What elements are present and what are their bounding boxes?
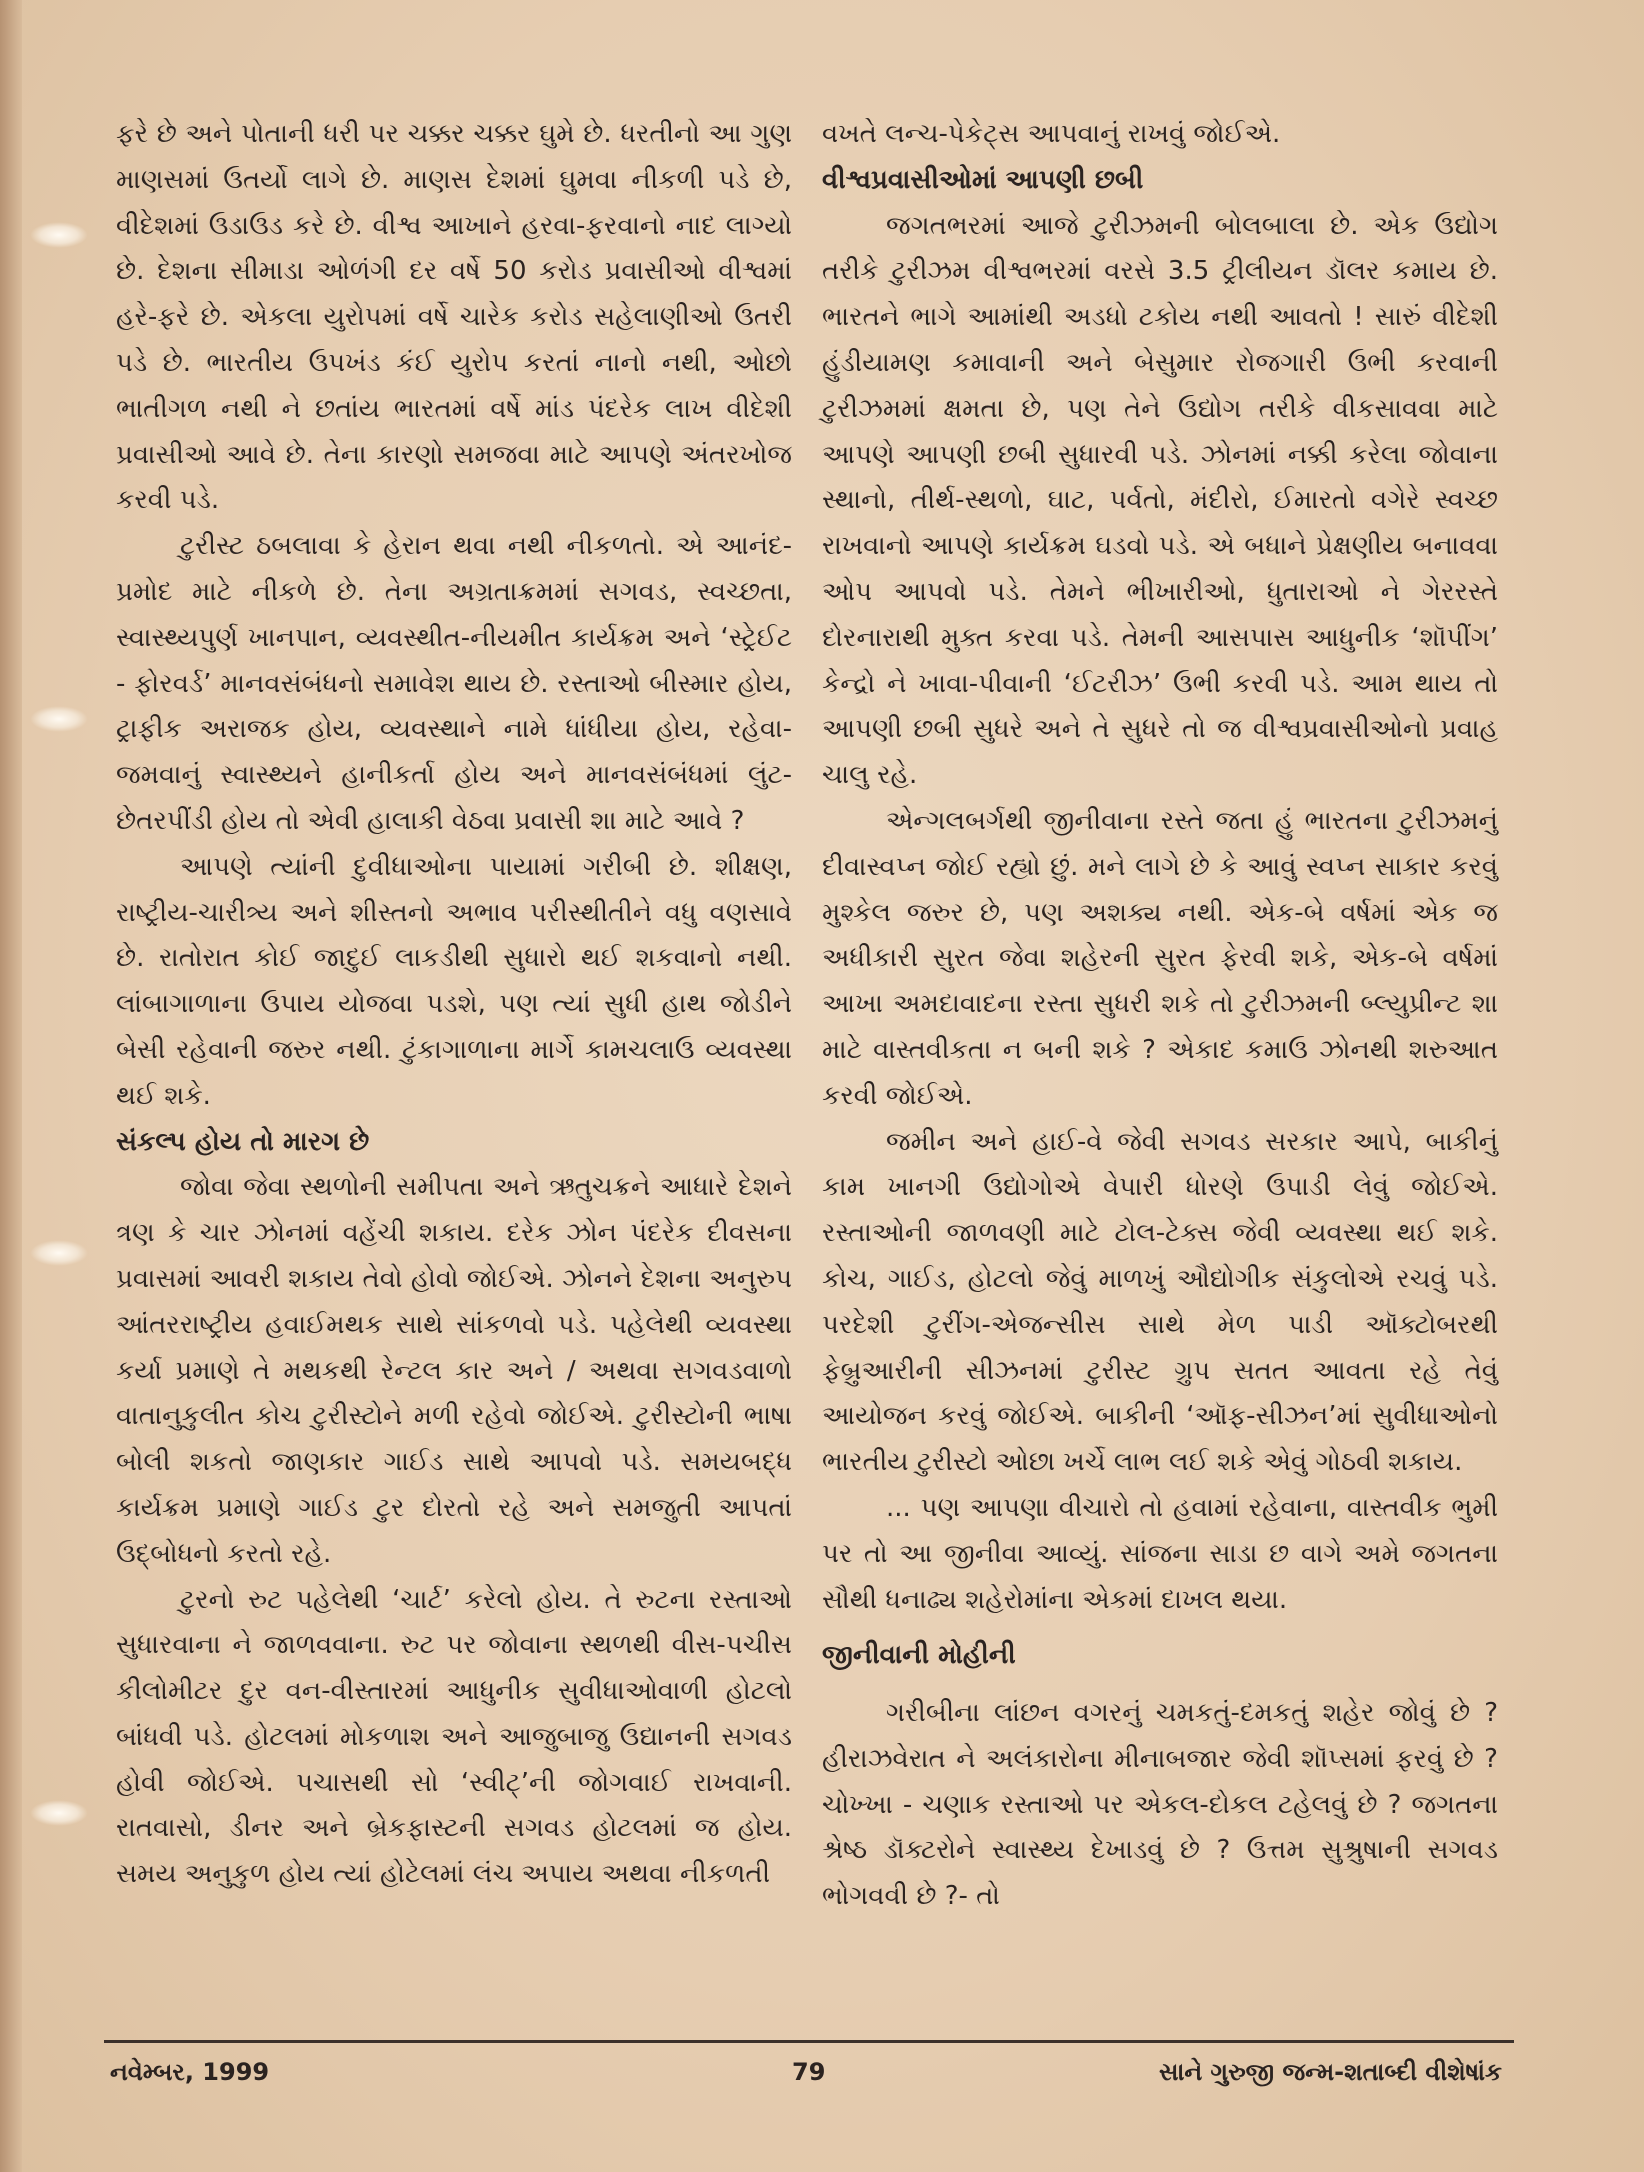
paragraph: ગરીબીના લાંછન વગરનું ચમકતું-દમકતું શહેર જોવું છે ? હીરાઝવેરાત ને અલંકારોના મીનાબજાર જેવી શૉપ્સમાં ફરવું છે ? ચોખ્ખા - ચણાક રસ્તાઓ પર એકલ-દોકલ ટહેલવું છે ? જગતના શ્રેષ્ઠ ડૉક્ટરોને સ્વાસ્થ્ય દેખાડવું છે ? ઉત્તમ સુશ્રુષાની સગવડ ભોગવવી છે ?- તો bbox=[822, 1698, 1498, 1912]
paragraph: જમીન અને હાઈ-વે જેવી સગવડ સરકાર આપે, બાકીનું કામ ખાનગી ઉદ્યોગોએ વેપારી ધોરણે ઉપાડી લેવું જોઈએ. રસ્તાઓની જાળવણી માટે ટોલ-ટેક્સ જેવી વ્યવસ્થા થઈ શકે. કોચ, ગાઈડ, હોટલો જેવું માળખું ઔદ્યોગીક સંકુલોએ રચવું પડે. પરદેશી ટુરીંગ-એજન્સીસ સાથે મેળ પાડી ઑક્ટોબરથી ફેબ્રુઆરીની સીઝનમાં ટુરીસ્ટ ગ્રુપ સતત આવતા રહે તેવું આયોજન કરવું જોઈએ. બાકીની ‘ઑફ-સીઝન’માં સુવીધાઓનો ભારતીય ટુરીસ્ટો ઓછા ખર્ચે લાભ લઈ શકે એવું ગોઠવી શકાય. bbox=[822, 1126, 1498, 1478]
footer-date: નવેમ્બર, 1999 bbox=[110, 2058, 270, 2086]
paragraph: ટુરીસ્ટ ઠબલાવા કે હેરાન થવા નથી નીકળતો. એ આનંદ-પ્રમોદ માટે નીકળે છે. તેના અગ્રતાક્રમમાં સગવડ, સ્વચ્છતા, સ્વાસ્થ્યપુર્ણ ખાનપાન, વ્યવસ્થીત-નીયમીત કાર્યક્રમ અને ‘સ્ટ્રેઈટ - ફોરવર્ડ’ માનવસંબંધનો સમાવેશ થાય છે. રસ્તાઓ બીસ્માર હોય, ટ્રાફીક અરાજક હોય, વ્યવસ્થાને નામે ધાંધીયા હોય, રહેવા-જમવાનું સ્વાસ્થ્યને હાનીકર્તા હોય અને માનવસંબંધમાં લુંટ-છેતરપીંડી હોય તો એવી હાલાકી વેઠવા પ્રવાસી શા માટે આવે ? bbox=[116, 531, 792, 836]
paragraph: જોવા જેવા સ્થળોની સમીપતા અને ઋતુચક્રને આધારે દેશને ત્રણ કે ચાર ઝોનમાં વહેંચી શકાય. દરેક ઝોન પંદરેક દીવસના પ્રવાસમાં આવરી શકાય તેવો હોવો જોઈએ. ઝોનને દેશના અનુરુપ આંતરરાષ્ટ્રીય હવાઈમથક સાથે સાંકળવો પડે. પહેલેથી વ્યવસ્થા કર્યા પ્રમાણે તે મથકથી રેન્ટલ કાર અને / અથવા સગવડવાળો વાતાનુકુલીત કોચ ટુરીસ્ટોને મળી રહેવો જોઈએ. ટુરીસ્ટોની ભાષા બોલી શકતો જાણકાર ગાઈડ સાથે આપવો પડે. સમયબદ્ધ કાર્યક્રમ પ્રમાણે ગાઈડ ટુર દોરતો રહે અને સમજુતી આપતાં ઉદ્બોધનો કરતો રહે. bbox=[116, 1172, 792, 1569]
footer-divider bbox=[104, 2040, 1514, 2043]
paragraph: ફરે છે અને પોતાની ધરી પર ચક્કર ચક્કર ઘુમે છે. ધરતીનો આ ગુણ માણસમાં ઉતર્યો લાગે છે. માણસ દેશમાં ઘુમવા નીકળી પડે છે, વીદેશમાં ઉડાઉડ કરે છે. વીશ્વ આખાને હરવા-ફરવાનો નાદ લાગ્યો છે. દેશના સીમાડા ઓળંગી દર વર્ષે 50 કરોડ પ્રવાસીઓ વીશ્વમાં હરે-ફરે છે. એકલા યુરોપમાં વર્ષે ચારેક કરોડ સહેલાણીઓ ઉતરી પડે છે. ભારતીય ઉપખંડ કંઈ યુરોપ કરતાં નાનો નથી, ઓછો ભાતીગળ નથી ને છતાંય ભારતમાં વર્ષે માંડ પંદરેક લાખ વીદેશી પ્રવાસીઓ આવે છે. તેના કારણો સમજવા માટે આપણે અંતરખોજ કરવી પડે. bbox=[116, 119, 792, 516]
left-column bbox=[116, 112, 792, 1898]
binding-hole-mark bbox=[30, 1240, 88, 1266]
page-left-edge bbox=[0, 0, 22, 2172]
page-number: 79 bbox=[792, 2058, 826, 2086]
paragraph: આપણે ત્યાંની દુવીધાઓના પાયામાં ગરીબી છે. શીક્ષણ, રાષ્ટ્રીય-ચારીત્ર્ય અને શીસ્તનો અભાવ પરીસ્થીતીને વધુ વણસાવે છે. રાતોરાત કોઈ જાદુઈ લાકડીથી સુધારો થઈ શકવાનો નથી. લાંબાગાળાના ઉપાય યોજવા પડશે, પણ ત્યાં સુધી હાથ જોડીને બેસી રહેવાની જરુર નથી. ટુંકાગાળાના માર્ગે કામચલાઉ વ્યવસ્થા થઈ શકે. bbox=[116, 851, 792, 1111]
section-heading: સંકલ્પ હોય તો મારગ છે bbox=[116, 1126, 370, 1157]
paragraph: ... પણ આપણા વીચારો તો હવામાં રહેવાના, વાસ્તવીક ભુમી પર તો આ જીનીવા આવ્યું. સાંજના સાડા છ વાગે અમે જગતના સૌથી ધનાઢ્ય શહેરોમાંના એકમાં દાખલ થયા. bbox=[822, 1492, 1498, 1615]
binding-hole-mark bbox=[30, 1800, 88, 1826]
binding-hole-mark bbox=[30, 706, 88, 732]
paragraph: ટુરનો રુટ પહેલેથી ‘ચાર્ટ’ કરેલો હોય. તે રુટના રસ્તાઓ સુધારવાના ને જાળવવાના. રુટ પર જોવાના સ્થળથી વીસ-પચીસ કીલોમીટર દુર વન-વીસ્તારમાં આધુનીક સુવીધાઓવાળી હોટલો બાંધવી પડે. હોટલમાં મોકળાશ અને આજુબાજુ ઉદ્યાનની સગવડ હોવી જોઈએ. પચાસથી સો ‘સ્વીટ્’ની જોગવાઈ રાખવાની. રાતવાસો, ડીનર અને બ્રેકફાસ્ટની સગવડ હોટલમાં જ હોય. સમય અનુકુળ હોય ત્યાં હોટેલમાં લંચ અપાય અથવા નીકળતી bbox=[116, 1584, 792, 1890]
binding-hole-mark bbox=[30, 222, 88, 248]
section-heading: જીનીવાની મોહીની bbox=[822, 1640, 1016, 1671]
section-heading: વીશ્વપ્રવાસીઓમાં આપણી છબી bbox=[822, 164, 1144, 195]
paragraph: જગતભરમાં આજે ટુરીઝમની બોલબાલા છે. એક ઉદ્યોગ તરીકે ટુરીઝમ વીશ્વભરમાં વરસે 3.5 ટ્રીલીયન ડૉલર કમાય છે. ભારતને ભાગે આમાંથી અડધો ટકોય નથી આવતો ! સારું વીદેશી હુંડીયામણ કમાવાની અને બેસુમાર રોજગારી ઉભી કરવાની ટુરીઝમમાં ક્ષમતા છે, પણ તેને ઉદ્યોગ તરીકે વીકસાવવા માટે આપણે આપણી છબી સુધારવી પડે. ઝોનમાં નક્કી કરેલા જોવાના સ્થાનો, તીર્થ-સ્થળો, ઘાટ, પર્વતો, મંદીરો, ઈમારતો વગેરે સ્વચ્છ રાખવાનો આપણે કાર્યક્રમ ઘડવો પડે. એ બધાને પ્રેક્ષણીય બનાવવા ઓપ આપવો પડે. તેમને ભીખારીઓ, ધુતારાઓ ને ગેરરસ્તે દોરનારાથી મુક્ત કરવા પડે. તેમની આસપાસ આધુનીક ‘શૉપીંગ’ કેન્દ્રો ને ખાવા-પીવાની ‘ઈટરીઝ’ ઉભી કરવી પડે. આમ થાય તો આપણી છબી સુધરે અને તે સુધરે તો જ વીશ્વપ્રવાસીઓનો પ્રવાહ ચાલુ રહે. bbox=[822, 210, 1498, 791]
paragraph: વખતે લન્ચ-પેકેટ્સ આપવાનું રાખવું જોઈએ. bbox=[822, 119, 1281, 149]
paragraph: એન્ગલબર્ગથી જીનીવાના રસ્તે જતા હું ભારતના ટુરીઝમનું દીવાસ્વપ્ન જોઈ રહ્યો છું. મને લાગે છે કે આવું સ્વપ્ન સાકાર કરવું મુશ્કેલ જરુર છે, પણ અશક્ય નથી. એક-બે વર્ષમાં એક જ અધીકારી સુરત જેવા શહેરની સુરત ફેરવી શકે, એક-બે વર્ષમાં આખા અમદાવાદના રસ્તા સુધરી શકે તો ટુરીઝમની બ્લ્યુપ્રીન્ટ શા માટે વાસ્તવીકતા ન બની શકે ? એકાદ કમાઉ ઝોનથી શરુઆત કરવી જોઈએ. bbox=[822, 805, 1498, 1111]
right-column bbox=[822, 112, 1498, 1920]
issue-title: સાને ગુરુજી જન્મ-શતાબ્દી વીશેષાંક bbox=[1159, 2058, 1502, 2086]
